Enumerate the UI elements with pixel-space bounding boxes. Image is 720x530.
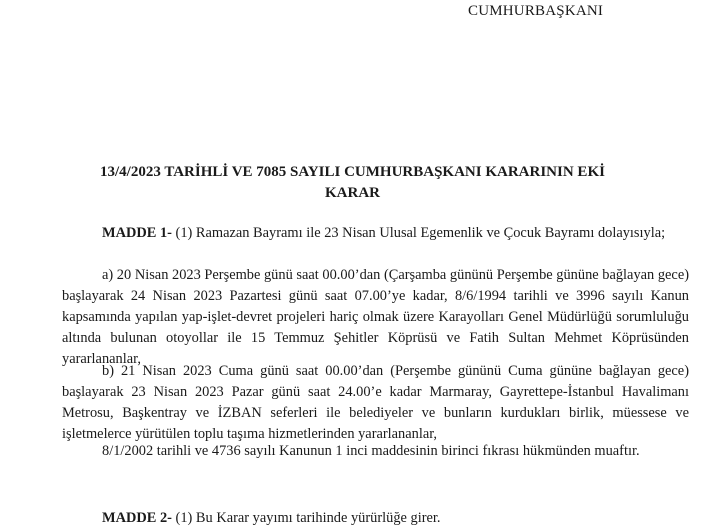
- article-1-exemption: 8/1/2002 tarihli ve 4736 sayılı Kanunun 1 inci maddesinin birinci fıkrası hükmünden muaftır.: [102, 443, 640, 459]
- article-1-item-a: a) 20 Nisan 2023 Perşembe günü saat 00.00’dan (Çarşamba gününü Perşembe gününe bağlayan gece) başlayarak 24 Nisan 2023 Pazartesi günü saat 07.00’ye kadar, 8/6/1994 tarihli ve 3996 sayılı Kanun kapsamında yapılan yap-işlet-devret projeleri hariç olmak üzere Karayolları Genel Müdürlüğü sorumluluğu altında bulunan otoyollar ile 15 Temmuz Şehitler Köprüsü ve Fatih Sultan Mehmet Köprüsünden yararlananlar,: [62, 267, 689, 367]
- article-1-text: (1) Ramazan Bayramı ile 23 Nisan Ulusal Egemenlik ve Çocuk Bayramı dolayısıyla;: [171, 225, 666, 241]
- article-1-item-b: b) 21 Nisan 2023 Cuma günü saat 00.00’dan (Perşembe gününü Cuma gününe bağlayan gece) başlayarak 23 Nisan 2023 Pazar günü saat 24.00’e kadar Marmaray, Gayrettepe-İstanbul Havalimanı Metrosu, Başkentray ve İZBAN seferleri ile belediyeler ve bunların kurdukları birlik, müessese ve işletmelerce yürütülen toplu taşıma hizmetlerinden yararlananlar,: [62, 363, 689, 442]
- article-2-text: (1) Bu Karar yayımı tarihinde yürürlüğe girer.: [171, 510, 441, 526]
- document-title: [100, 162, 700, 204]
- article-2: [62, 508, 689, 529]
- title-line-1: 13/4/2023 TARİHLİ VE 7085 SAYILI CUMHURBAŞKANI KARARININ EKİ: [100, 164, 605, 180]
- document-header: CUMHURBAŞKANI: [468, 3, 604, 19]
- article-1-intro: [62, 223, 689, 244]
- article-1-heading: MADDE 1-: [102, 225, 172, 241]
- title-line-2: KARAR: [325, 185, 380, 201]
- article-2-heading: MADDE 2-: [102, 510, 172, 526]
